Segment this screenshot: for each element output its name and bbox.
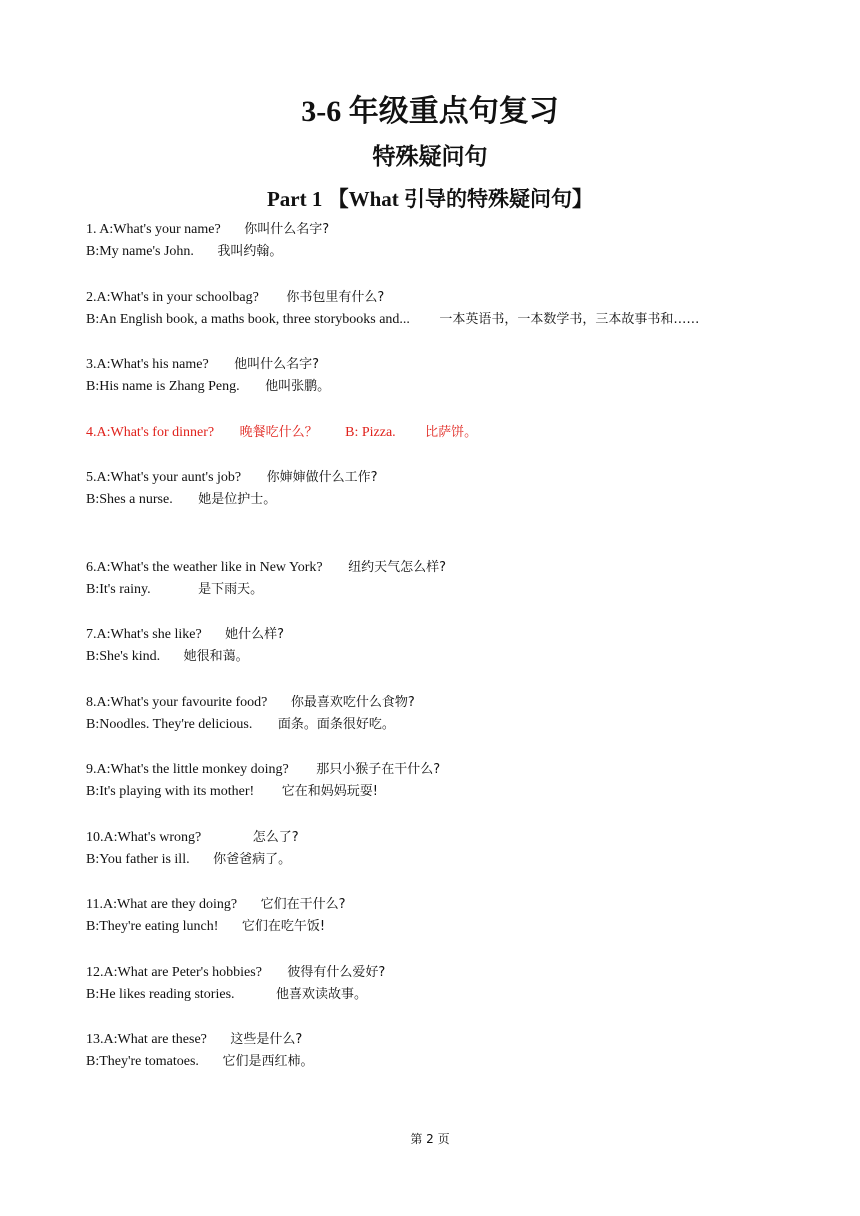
item-6-answer <box>86 581 263 599</box>
item-11-question-en: 11.A:What are they doing? <box>86 897 238 912</box>
item-13-question-zh: 这些是什么? <box>230 1032 303 1047</box>
item-4-answer-zh: 比萨饼。 <box>425 425 478 440</box>
item-11-answer-zh: 它们在吃午饭! <box>241 919 326 934</box>
page-title: 3-6 年级重点句复习 <box>301 95 559 128</box>
item-8-answer <box>86 716 395 734</box>
item-7-question <box>86 626 284 644</box>
item-7-question-en: 7.A:What's she like? <box>86 627 202 642</box>
item-3-question <box>86 356 319 374</box>
item-11-question-zh: 它们在干什么? <box>260 897 346 912</box>
item-4-question-zh: 晚餐吃什么？ <box>239 425 318 440</box>
item-10-question-zh: 怎么了? <box>252 830 299 845</box>
item-9-answer <box>86 783 378 801</box>
item-5-answer <box>86 491 276 509</box>
item-7-answer <box>86 648 249 666</box>
item-1-answer-en: B:My name's John. <box>86 244 194 259</box>
item-6-question-en: 6.A:What's the weather like in New York? <box>86 560 323 575</box>
item-10-question-en: 10.A:What's wrong? <box>86 830 202 845</box>
item-12-question-en: 12.A:What are Peter's hobbies? <box>86 965 262 980</box>
item-5-answer-zh: 她是位护士。 <box>198 492 277 507</box>
item-7-answer-zh: 她很和蔼。 <box>183 649 249 664</box>
item-11-answer <box>86 918 325 936</box>
item-2-question-zh: 你书包里有什么? <box>286 290 385 305</box>
item-4-question-en: 4.A:What's for dinner? <box>86 425 215 440</box>
item-9-answer-zh: 它在和妈妈玩耍! <box>281 784 378 799</box>
part-heading: Part 1 【What 引导的特殊疑问句】 <box>266 187 594 211</box>
item-10-answer <box>86 851 291 869</box>
item-1-question <box>86 221 329 239</box>
page-number: 第 2 页 <box>410 1132 450 1146</box>
item-9-question-en: 9.A:What's the little monkey doing? <box>86 762 289 777</box>
item-5-answer-en: B:Shes a nurse. <box>86 492 173 507</box>
item-3-question-en: 3.A:What's his name? <box>86 357 209 372</box>
item-3-answer <box>86 378 330 396</box>
item-13-answer <box>86 1053 313 1071</box>
item-4-highlighted <box>86 424 477 442</box>
item-8-answer-en: B:Noodles. They're delicious. <box>86 717 253 732</box>
item-1-question-zh: 你叫什么名字? <box>244 222 330 237</box>
section-subtitle: 特殊疑问句 <box>372 144 488 170</box>
item-1-question-en: 1. A:What's your name? <box>86 222 221 237</box>
item-7-answer-en: B:She's kind. <box>86 649 161 664</box>
item-12-question <box>86 964 385 982</box>
item-3-question-zh: 他叫什么名字? <box>234 357 320 372</box>
item-12-question-zh: 彼得有什么爱好? <box>287 965 386 980</box>
item-13-answer-zh: 它们是西红柿。 <box>222 1054 314 1069</box>
item-2-answer-en: B:An English book, a maths book, three storybooks and... <box>86 312 410 327</box>
item-4-answer-en: B: Pizza. <box>345 425 396 440</box>
item-13-question-en: 13.A:What are these? <box>86 1032 207 1047</box>
item-8-question-en: 8.A:What's your favourite food? <box>86 695 268 710</box>
item-9-answer-en: B:It's playing with its mother! <box>86 784 255 799</box>
item-6-question <box>86 559 446 577</box>
item-10-answer-en: B:You father is ill. <box>86 852 190 867</box>
item-1-answer <box>86 243 282 261</box>
item-3-answer-en: B:His name is Zhang Peng. <box>86 379 240 394</box>
item-11-answer-en: B:They're eating lunch! <box>86 919 219 934</box>
item-2-question-en: 2.A:What's in your schoolbag? <box>86 290 259 305</box>
item-2-answer-zh: 一本英语书，一本数学书，三本故事书和…… <box>439 312 700 327</box>
item-5-question <box>86 469 378 487</box>
item-12-answer-en: B:He likes reading stories. <box>86 987 235 1002</box>
item-5-question-en: 5.A:What's your aunt's job? <box>86 470 242 485</box>
item-8-question-zh: 你最喜欢吃什么食物? <box>290 695 415 710</box>
item-11-question <box>86 896 346 914</box>
item-8-question <box>86 694 415 712</box>
item-2-answer <box>86 311 699 329</box>
item-9-question <box>86 761 440 779</box>
item-12-answer-zh: 他喜欢读故事。 <box>276 987 368 1002</box>
item-7-question-zh: 她什么样? <box>225 627 285 642</box>
item-5-question-zh: 你婶婶做什么工作? <box>266 470 378 485</box>
item-9-question-zh: 那只小猴子在干什么? <box>316 762 441 777</box>
item-2-question <box>86 289 384 307</box>
item-10-answer-zh: 你爸爸病了。 <box>213 852 292 867</box>
item-12-answer <box>86 986 367 1004</box>
item-6-question-zh: 纽约天气怎么样? <box>348 560 446 575</box>
item-6-answer-en: B:It's rainy. <box>86 582 151 597</box>
item-8-answer-zh: 面条。面条很好吃。 <box>277 717 395 732</box>
item-1-answer-zh: 我叫约翰。 <box>217 244 283 259</box>
item-6-answer-zh: 是下雨天。 <box>198 582 264 597</box>
item-13-answer-en: B:They're tomatoes. <box>86 1054 199 1069</box>
item-3-answer-zh: 他叫张鹏。 <box>265 379 331 394</box>
item-13-question <box>86 1031 302 1049</box>
item-10-question <box>86 829 299 847</box>
